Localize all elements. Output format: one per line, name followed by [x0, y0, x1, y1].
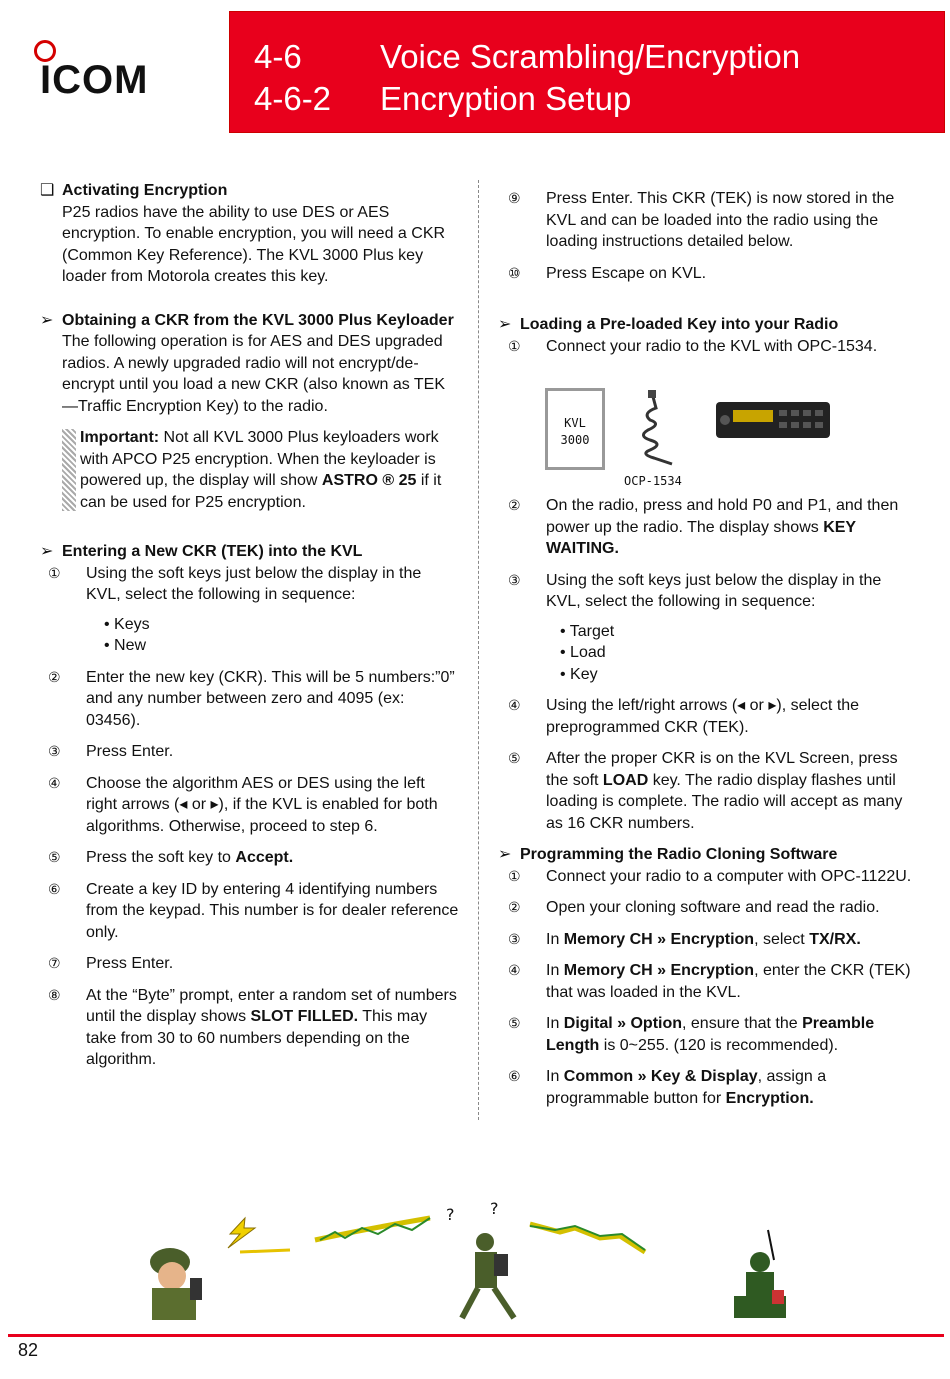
programming-step-3: ③ In Memory CH » Encryption, select TX/RX. [508, 930, 861, 948]
page-number: 82 [18, 1340, 39, 1360]
section-banner [230, 12, 944, 132]
entering-step-6: ⑥ Create a key ID by entering 4 identifying numbers from the keypad. This number is for dealer reference only. [48, 880, 459, 941]
column-divider [478, 180, 479, 1120]
kvl-3000-figure [545, 388, 605, 470]
subsection-title: Encryption Setup [380, 80, 632, 117]
important-note: Important: Not all KVL 3000 Plus keyloaders work with APCO P25 encryption. When the keyloader is powered up, the display will show ASTRO ® 25 if it can be used for P25 encryption. [62, 427, 460, 513]
cable-caption: OCP-1534 [624, 474, 682, 488]
svg-text:?: ? [490, 1200, 499, 1218]
loading-step-4: ④ Using the left/right arrows (◂ or ▸), select the preprogrammed CKR (TEK). [508, 697, 860, 736]
loading-heading: ➢ Loading a Pre-loaded Key into your Radio [498, 314, 920, 336]
arrow-icon: ➢ [40, 311, 54, 329]
entering-step-3: ③ Press Enter. [48, 743, 174, 760]
programming-step-1: ① Connect your radio to a computer with OPC-1122U. [508, 867, 912, 885]
entering-step-4: ④ Choose the algorithm AES or DES using the left right arrows (◂ or ▸), if the KVL is enabled for both algorithms. Otherwise, proceed to step 6. [48, 774, 438, 835]
obtaining-text: The following operation is for AES and DES upgraded radios. A newly upgraded radio will not encrypt/de-encrypt until you load a new CKR (also known as TEK—Traffic Encryption Key) to the radio. [62, 333, 446, 415]
bullet-item: • Load [560, 642, 920, 664]
loading-step-1: ① Connect your radio to the KVL with OPC-1534. [508, 337, 878, 355]
subsection-number: 4-6-2 [254, 80, 332, 117]
entering-step-5: ⑤ Press the soft key to Accept. [48, 849, 294, 866]
icom-logo [34, 40, 164, 110]
section-number: 4-6 [254, 38, 302, 75]
kvl-label: KVL [564, 416, 586, 430]
programming-step-6: ⑥ In Common » Key & Display, assign a programmable button for Encryption. [508, 1068, 827, 1107]
entering-step-7: ⑦ Press Enter. [48, 955, 174, 972]
programming-step-2: ② Open your cloning software and read the radio. [508, 899, 880, 916]
entering-step-2: ② Enter the new key (CKR). This will be 5 numbers:”0” and any number between zero and 4095 (ex: 03456). [48, 668, 455, 729]
kvl-model-label: 3000 [560, 433, 590, 447]
soldier-right-icon [734, 1230, 786, 1318]
footer-rule [8, 1334, 944, 1337]
left-column [40, 180, 460, 1071]
activating-heading: ❑ Activating Encryption [40, 180, 460, 202]
checkbox-icon: ❑ [40, 182, 55, 199]
arrow-icon: ➢ [40, 543, 54, 560]
programming-step-4: ④ In Memory CH » Encryption, enter the CKR (TEK) that was loaded in the KVL. [508, 962, 911, 1001]
loading-step-3: ③ Using the soft keys just below the display in the KVL, select the following in sequence: [508, 571, 882, 610]
bullet-item: • Target [560, 621, 920, 643]
loading-step-2: ② On the radio, press and hold P0 and P1, and then power up the radio. The display shows KEY WAITING. [508, 497, 899, 557]
mobile-radio-icon [715, 398, 831, 440]
entering-step-10: ⑩ Press Escape on KVL. [508, 264, 707, 282]
section-title: Voice Scrambling/Encryption [380, 38, 801, 75]
obtaining-heading: ➢ Obtaining a CKR from the KVL 3000 Plus Keyloader [40, 310, 460, 332]
entering-step-9: ⑨ Press Enter. This CKR (TEK) is now stored in the KVL and can be loaded into the radio using the loading instructions detailed below. [508, 190, 895, 250]
entering-step-8: ⑧ At the “Byte” prompt, enter a random set of numbers until the display shows SLOT FILLED. This may take from 30 to 60 numbers depending on the algorithm. [48, 986, 457, 1068]
bullet-item: • New [104, 635, 460, 657]
arrow-icon: ➢ [498, 846, 512, 863]
soldier-left-icon [150, 1248, 202, 1320]
right-column [500, 188, 920, 1109]
banner-row-1 [254, 38, 800, 76]
bullet-item: • Keys [104, 614, 460, 636]
bullet-item: • Key [560, 664, 920, 686]
lightning-icon [228, 1218, 290, 1252]
note-pattern-icon [62, 429, 76, 511]
activating-text: P25 radios have the ability to use DES or AES encryption. To enable encryption, you will need a CKR (Common Key Reference). The KVL 3000 Plus key loader from Motorola creates this key. [62, 203, 446, 285]
arrow-icon: ➢ [498, 316, 512, 333]
svg-text:?: ? [446, 1205, 455, 1224]
soldier-center-icon [446, 1200, 514, 1318]
programming-step-5: ⑤ In Digital » Option, ensure that the Preamble Length is 0~255. (120 is recommended). [508, 1015, 875, 1054]
entering-step-1: ① Using the soft keys just below the display in the KVL, select the following in sequence: [48, 564, 422, 603]
programming-heading: ➢ Programming the Radio Cloning Software [498, 844, 920, 866]
soldiers-radio-illustration [130, 1200, 830, 1330]
loading-step-5: ⑤ After the proper CKR is on the KVL Screen, press the soft LOAD key. The radio display flashes until loading is complete. The radio will accept as many as 16 CKR numbers. [508, 750, 903, 832]
logo-wordmark: ICOM [40, 58, 149, 102]
banner-row-2 [254, 80, 631, 118]
coiled-cable-icon [632, 388, 692, 468]
loading-bullets [500, 621, 920, 686]
entering-bullets [40, 614, 460, 657]
entering-heading: ➢ Entering a New CKR (TEK) into the KVL [40, 541, 460, 563]
